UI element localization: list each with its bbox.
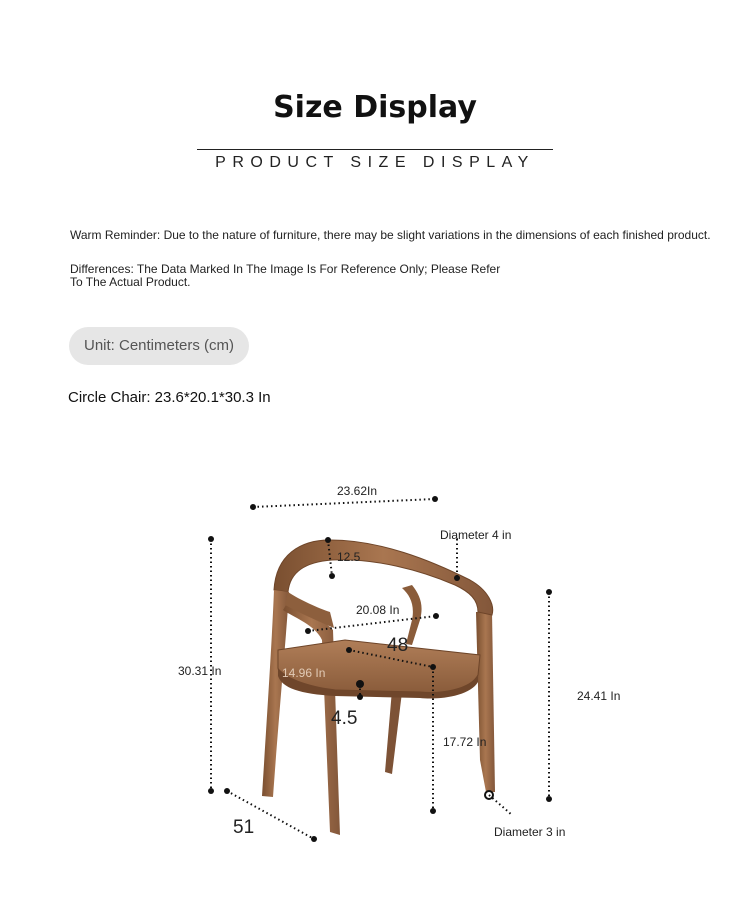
endpoint	[224, 788, 230, 794]
label-arm-height: 12.5	[337, 550, 361, 564]
page-title: Size Display	[273, 90, 477, 125]
endpoint	[546, 589, 552, 595]
endpoint	[454, 575, 460, 581]
endpoint	[433, 613, 439, 619]
endpoint	[357, 694, 363, 700]
endpoint	[329, 573, 335, 579]
endpoint	[250, 504, 256, 510]
endpoint	[346, 647, 352, 653]
back-leg-left	[385, 690, 402, 774]
back-leg-right	[476, 612, 495, 792]
unit-badge: Unit: Centimeters (cm)	[69, 327, 249, 365]
label-total-height: 30.31 In	[178, 664, 222, 678]
endpoint	[546, 796, 552, 802]
label-seat-depth: 48	[387, 635, 409, 656]
product-dimensions-title: Circle Chair: 23.6*20.1*30.3 In	[68, 389, 271, 406]
label-arm-rest-height: 24.41 In	[577, 689, 621, 703]
endpoint	[208, 788, 214, 794]
front-leg-left	[262, 590, 289, 797]
chair-illustration	[262, 540, 495, 835]
label-depth: 51	[233, 817, 255, 838]
label-diameter-bottom: Diameter 3 in	[494, 825, 566, 839]
label-seat-height: 17.72 In	[443, 735, 487, 749]
label-width-top: 23.62In	[337, 484, 378, 498]
endpoint	[356, 680, 364, 688]
endpoint	[430, 808, 436, 814]
endpoint	[208, 536, 214, 542]
warm-reminder-note: Warm Reminder: Due to the nature of furniture, there may be slight variations in the dimensions of each finished product.	[70, 228, 711, 242]
endpoint	[325, 537, 331, 543]
label-diameter-top: Diameter 4 in	[440, 528, 512, 542]
endpoint	[305, 628, 311, 634]
endpoint	[432, 496, 438, 502]
dim-line-width-top	[253, 499, 435, 507]
label-seat-thickness: 4.5	[331, 708, 358, 729]
label-seat-inner: 14.96 In	[282, 666, 326, 680]
endpoint	[430, 664, 436, 670]
differences-note: Differences: The Data Marked In The Image Is For Reference Only; Please Refer To The Actual Product.	[70, 262, 501, 289]
label-seat-width: 20.08 In	[356, 603, 400, 617]
endpoint	[311, 836, 317, 842]
page-subtitle: PRODUCT SIZE DISPLAY	[215, 154, 535, 171]
